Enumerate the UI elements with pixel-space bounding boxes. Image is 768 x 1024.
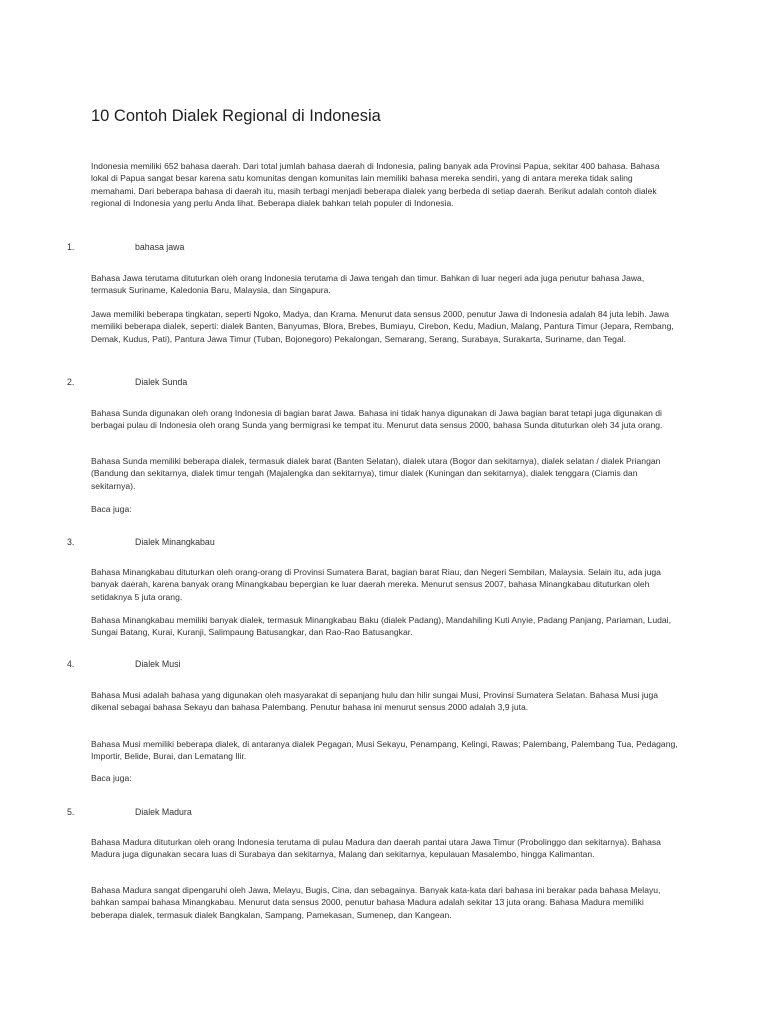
section-3-paragraph-2: Bahasa Minangkabau memiliki banyak dialek, termasuk Minangkabau Baku (dialek Padang), Mandahiling Kuti Anyie, Padang Panjang, Pariaman, Ludai, Sungai Batang, Kurai, Kuranji, Salimpaung Batusangkar, dan Rao-Rao Batusangkar. <box>91 615 671 638</box>
section-5-paragraph-1: Bahasa Madura dituturkan oleh orang Indonesia terutama di pulau Madura dan daerah pantai utara Jawa Timur (Probolinggo dan sekitarnya). Bahasa Madura juga digunakan secara luas di Surabaya dan sekitarnya, Malang dan sekitarnya, kepulauan Masalembo, hingga Kalimantan. <box>91 837 661 860</box>
section-2-paragraph-1: Bahasa Sunda digunakan oleh orang Indonesia di bagian barat Jawa. Bahasa ini tidak hanya digunakan di Jawa bagian barat tetapi juga digunakan di berbagai pulau di Indonesia oleh orang Sunda yang bermigrasi ke tempat itu. Menurut data sensus 2000, bahasa Sunda dituturkan oleh 34 juta orang. <box>91 408 663 431</box>
section-3-heading: Dialek Minangkabau <box>135 537 215 547</box>
section-5-heading: Dialek Madura <box>135 807 192 817</box>
section-5-number: 5. <box>67 807 75 817</box>
section-1-number: 1. <box>67 242 75 252</box>
section-4-read-also: Baca juga: <box>91 773 132 783</box>
section-1-paragraph-2: Jawa memiliki beberapa tingkatan, seperti Ngoko, Madya, dan Krama. Menurut data sensus 2000, penutur Jawa di Indonesia adalah 84 juta lebih. Jawa memiliki beberapa dialek, seperti: dialek Banten, Banyumas, Blora, Brebes, Bumiayu, Cirebon, Kedu, Madiun, Malang, Pantura Timur (Jepara, Rembang, Demak, Kudus, Pati), Pantura Jawa Timur (Tuban, Bojonegoro) Pekalongan, Semarang, Serang, Surabaya, Surakarta, Suriname, dan Tegal. <box>91 309 674 344</box>
section-2-number: 2. <box>67 377 75 387</box>
section-1-heading: bahasa jawa <box>135 242 185 252</box>
section-2-paragraph-2: Bahasa Sunda memiliki beberapa dialek, termasuk dialek barat (Banten Selatan), dialek utara (Bogor dan sekitarnya), dialek selatan / dialek Priangan (Bandung dan sekitarnya, dialek timur tengah (Majalengka dan sekitarnya), timur dialek (Kuningan dan sekitarnya), dialek tenggara (Ciamis dan sekitarnya). <box>91 456 661 491</box>
section-4-paragraph-2: Bahasa Musi memiliki beberapa dialek, di antaranya dialek Pegagan, Musi Sekayu, Penampang, Kelingi, Rawas; Palembang, Palembang Tua, Pedagang, Importir, Belide, Burai, dan Lematang Ilir. <box>91 739 678 762</box>
section-1-paragraph-1: Bahasa Jawa terutama dituturkan oleh orang Indonesia terutama di Jawa tengah dan timur. Bahkan di luar negeri ada juga penutur bahasa Jawa, termasuk Suriname, Kaledonia Baru, Malaysia, dan Singapura. <box>91 273 645 296</box>
section-4-paragraph-1: Bahasa Musi adalah bahasa yang digunakan oleh masyarakat di sepanjang hulu dan hilir sungai Musi, Provinsi Sumatera Selatan. Bahasa Musi juga dikenal sebagai bahasa Sekayu dan bahasa Palembang. Penutur bahasa ini menurut sensus 2000 adalah 3,9 juta. <box>91 690 659 713</box>
section-4-number: 4. <box>67 659 75 669</box>
page-title: 10 Contoh Dialek Regional di Indonesia <box>91 107 381 125</box>
section-4-heading: Dialek Musi <box>135 659 181 669</box>
section-3-number: 3. <box>67 537 75 547</box>
intro-paragraph: Indonesia memiliki 652 bahasa daerah. Dari total jumlah bahasa daerah di Indonesia, paling banyak ada Provinsi Papua, sekitar 400 bahasa. Bahasa lokal di Papua sangat besar karena satu komunitas dengan komunitas lain memiliki bahasa mereka sendiri, yang di antara mereka tidak saling memahami. Dari beberapa bahasa di daerah itu, masih terbagi menjadi beberapa dialek yang berbeda di setiap daerah. Berikut adalah contoh dialek regional di Indonesia yang perlu Anda lihat. Beberapa dialek bahkan telah populer di Indonesia. <box>91 161 660 209</box>
section-2-read-also: Baca juga: <box>91 504 132 514</box>
section-5-paragraph-2: Bahasa Madura sangat dipengaruhi oleh Jawa, Melayu, Bugis, Cina, dan sebagainya. Banyak kata-kata dari bahasa ini berakar pada bahasa Melayu, bahkan sampai bahasa Minangkabau. Menurut data sensus 2000, penutur bahasa Madura adalah sekitar 13 juta orang. Bahasa Madura memiliki beberapa dialek, termasuk dialek Bangkalan, Sampang, Pamekasan, Sumenep, dan Kangean. <box>91 885 661 920</box>
section-2-heading: Dialek Sunda <box>135 377 188 387</box>
section-3-paragraph-1: Bahasa Minangkabau dituturkan oleh orang-orang di Provinsi Sumatera Barat, bagian barat Riau, dan Negeri Sembilan, Malaysia. Selain itu, ada juga banyak daerah, karena banyak orang Minangkabau bepergian ke luar daerah mereka. Menurut sensus 2007, bahasa Minangkabau dituturkan oleh setidaknya 5 juta orang. <box>91 567 661 602</box>
